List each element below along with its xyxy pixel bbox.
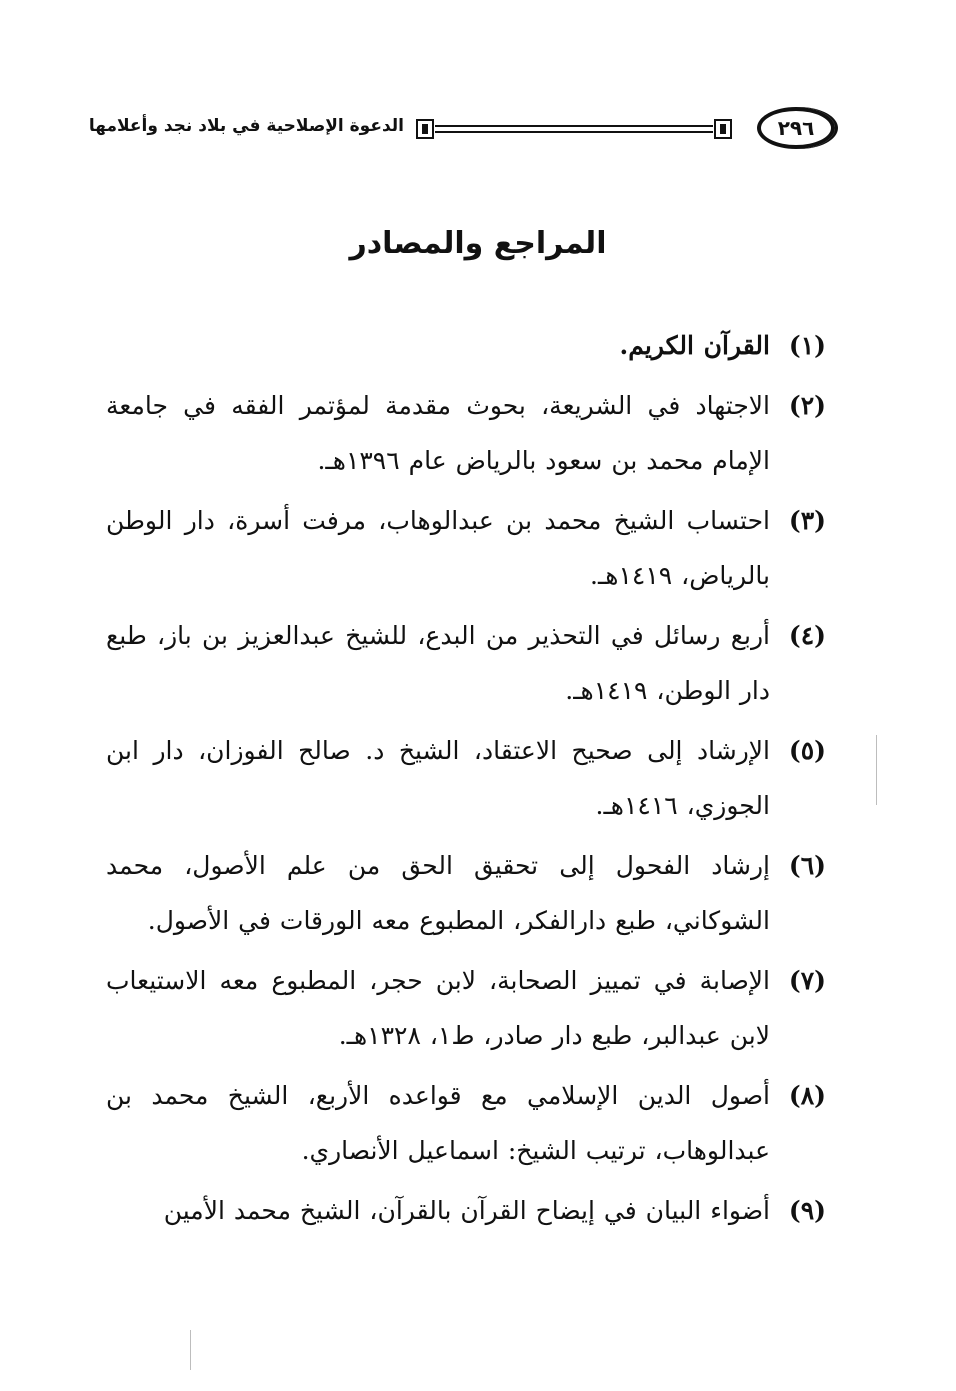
reference-item xyxy=(106,1183,826,1238)
reference-number: (٦) xyxy=(788,851,826,880)
reference-item xyxy=(106,493,826,603)
running-title: الدعوة الإصلاحية في بلاد نجد وأعلامها xyxy=(88,116,404,136)
reference-item xyxy=(106,1068,826,1178)
reference-item xyxy=(106,953,826,1063)
reference-text: أربع رسائل في التحذير من البدع، للشيخ عبدالعزيز بن باز، طبع دار الوطن، ١٤١٩هـ. xyxy=(106,621,770,705)
reference-number: (٧) xyxy=(788,966,826,995)
reference-number: (٤) xyxy=(788,621,826,650)
page-number: ٢٩٦ xyxy=(757,107,835,149)
reference-item xyxy=(106,318,826,373)
scan-mark xyxy=(190,1330,191,1370)
reference-text: أصول الدين الإسلامي مع قواعده الأربع، الشيخ محمد بن عبدالوهاب، ترتيب الشيخ: اسماعيل الأنصاري. xyxy=(106,1081,770,1165)
reference-number: (٣) xyxy=(788,506,826,535)
reference-item xyxy=(106,378,826,488)
page-title: المراجع والمصادر xyxy=(349,226,607,261)
reference-item xyxy=(106,838,826,948)
scan-mark xyxy=(876,735,877,805)
reference-number: (٩) xyxy=(788,1196,826,1225)
reference-text: إرشاد الفحول إلى تحقيق الحق من علم الأصول، محمد الشوكاني، طبع دارالفكر، المطبوع معه الورقات في الأصول. xyxy=(106,851,770,935)
reference-item xyxy=(106,723,826,833)
reference-item xyxy=(106,608,826,718)
references-list xyxy=(106,318,826,1243)
reference-number: (٨) xyxy=(788,1081,826,1110)
reference-text: احتساب الشيخ محمد بن عبدالوهاب، مرفت أسرة، دار الوطن بالرياض، ١٤١٩هـ. xyxy=(106,506,770,590)
reference-text: الإصابة في تمييز الصحابة، لابن حجر، المطبوع معه الاستيعاب لابن عبدالبر، طبع دار صادر، ط١، ١٣٢٨هـ. xyxy=(106,966,770,1050)
reference-number: (٢) xyxy=(788,391,826,420)
reference-number: (٥) xyxy=(788,736,826,765)
header-ornament-rule xyxy=(415,119,733,139)
reference-text: الاجتهاد في الشريعة، بحوث مقدمة لمؤتمر الفقه في جامعة الإمام محمد بن سعود بالرياض عام ١٣٩٦هـ. xyxy=(106,391,770,475)
running-header xyxy=(88,104,835,154)
reference-text: القرآن الكريم. xyxy=(619,331,770,360)
reference-number: (١) xyxy=(788,331,826,360)
reference-text: الإرشاد إلى صحيح الاعتقاد، الشيخ د. صالح الفوزان، دار ابن الجوزي، ١٤١٦هـ. xyxy=(106,736,770,820)
reference-text: أضواء البيان في إيضاح القرآن بالقرآن، الشيخ محمد الأمين xyxy=(163,1196,770,1225)
